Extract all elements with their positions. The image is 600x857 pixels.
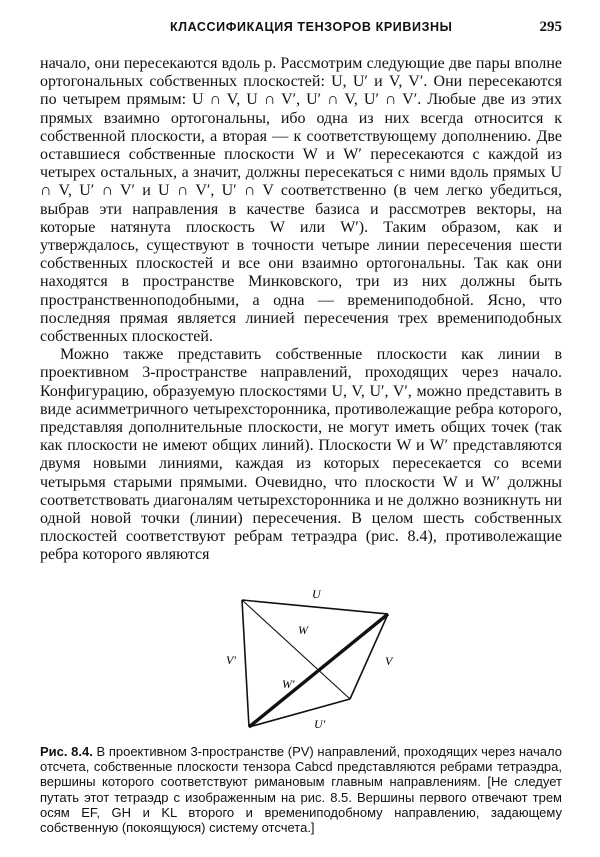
paragraph: Можно также представить собственные плоскости как линии в проективном 3-пространстве направлений, проходящих через начало. Конфигурацию, образуемую плоскостями U, V, U′, V′, можно представить в виде асимметричного четырехсторонника, противолежащие ребра которого, представляя дополнительные плоскости, не могут иметь общих точек (так как плоскости не имеют общих линий). Плоскости W и W′ представляются двумя новыми линиями, каждая из которых пересекается со всеми четырьмя старыми прямыми. Очевидно, что плоскости W и W′ должны соответствовать диагоналям четырехсторонника и не должно возникнуть ни одной новой точки (линии) пересечения. В целом шесть собственных плоскостей соответствуют ребрам тетраэдра (рис. 8.4), противолежащие ребра которого являются: [40, 346, 562, 564]
label-V: V: [385, 654, 393, 668]
edge-W: [242, 600, 350, 699]
body-text: [40, 55, 562, 565]
edge-V: [350, 614, 388, 699]
label-U: U: [312, 590, 321, 601]
label-V-prime: V′: [226, 653, 236, 667]
edge-V-prime: [242, 600, 249, 727]
label-W-prime: W′: [282, 677, 295, 691]
edge-U: [242, 600, 388, 614]
edge-W-prime: [249, 614, 388, 727]
tetrahedron-figure: [220, 590, 410, 740]
caption-label: Рис. 8.4.: [40, 744, 93, 759]
paragraph: начало, они пересекаются вдоль p. Рассмотрим следующие две пары вполне ортогональных собственных плоскостей: U, U′ и V, V′. Они пересекаются по четырем прямым: U ∩ V, U ∩ V′, U′ ∩ V, U′ ∩ V′. Любые две из этих прямых взаимно ортогональны, ибо одна из них всегда относится к собственной плоскости, а вторая — к соответствующему дополнению. Две оставшиеся собственные плоскости W и W′ пересекаются с каждой из четырех остальных, а значит, должны пересекаться с ними вдоль прямых U ∩ V, U′ ∩ V′ и U ∩ V′, U′ ∩ V соответственно (в чем легко убедиться, выбрав эти направления в качестве базиса и рассмотрев векторы, на которые натянута плоскость W или W′). Таким образом, как и утверждалось, существуют в точности четыре линии пересечения шести собственных плоскостей и все они взаимно ортогональны. Так как они находятся в пространстве Минковского, три из них должны быть пространственноподобными, а одна — времениподобной. Ясно, что последняя прямая является линией пересечения трех времениподобных собственных плоскостей.: [40, 55, 562, 346]
page-number: 295: [539, 19, 562, 35]
caption-text: В проективном 3-пространстве (PV) направлений, проходящих через начало отсчета, собственные плоскости тензора Cabcd представляются ребрами тетраэдра, вершины которого соответствуют римановым главным направлениям. [Не следует путать этот тетраэдр с изображенным на рис. 8.5. Вершины первого отвечают трем осям EF, GH и KL второго и времениподобному направлению, задающему собственную (покоящуюся) систему отсчета.]: [40, 744, 562, 836]
tetrahedron-diagram: [220, 590, 410, 740]
label-W: W: [298, 623, 308, 637]
label-U-prime: U′: [314, 717, 326, 731]
page-header: [40, 20, 562, 42]
figure-caption: [40, 744, 562, 835]
running-title: КЛАССИФИКАЦИЯ ТЕНЗОРОВ КРИВИЗНЫ: [170, 20, 453, 34]
